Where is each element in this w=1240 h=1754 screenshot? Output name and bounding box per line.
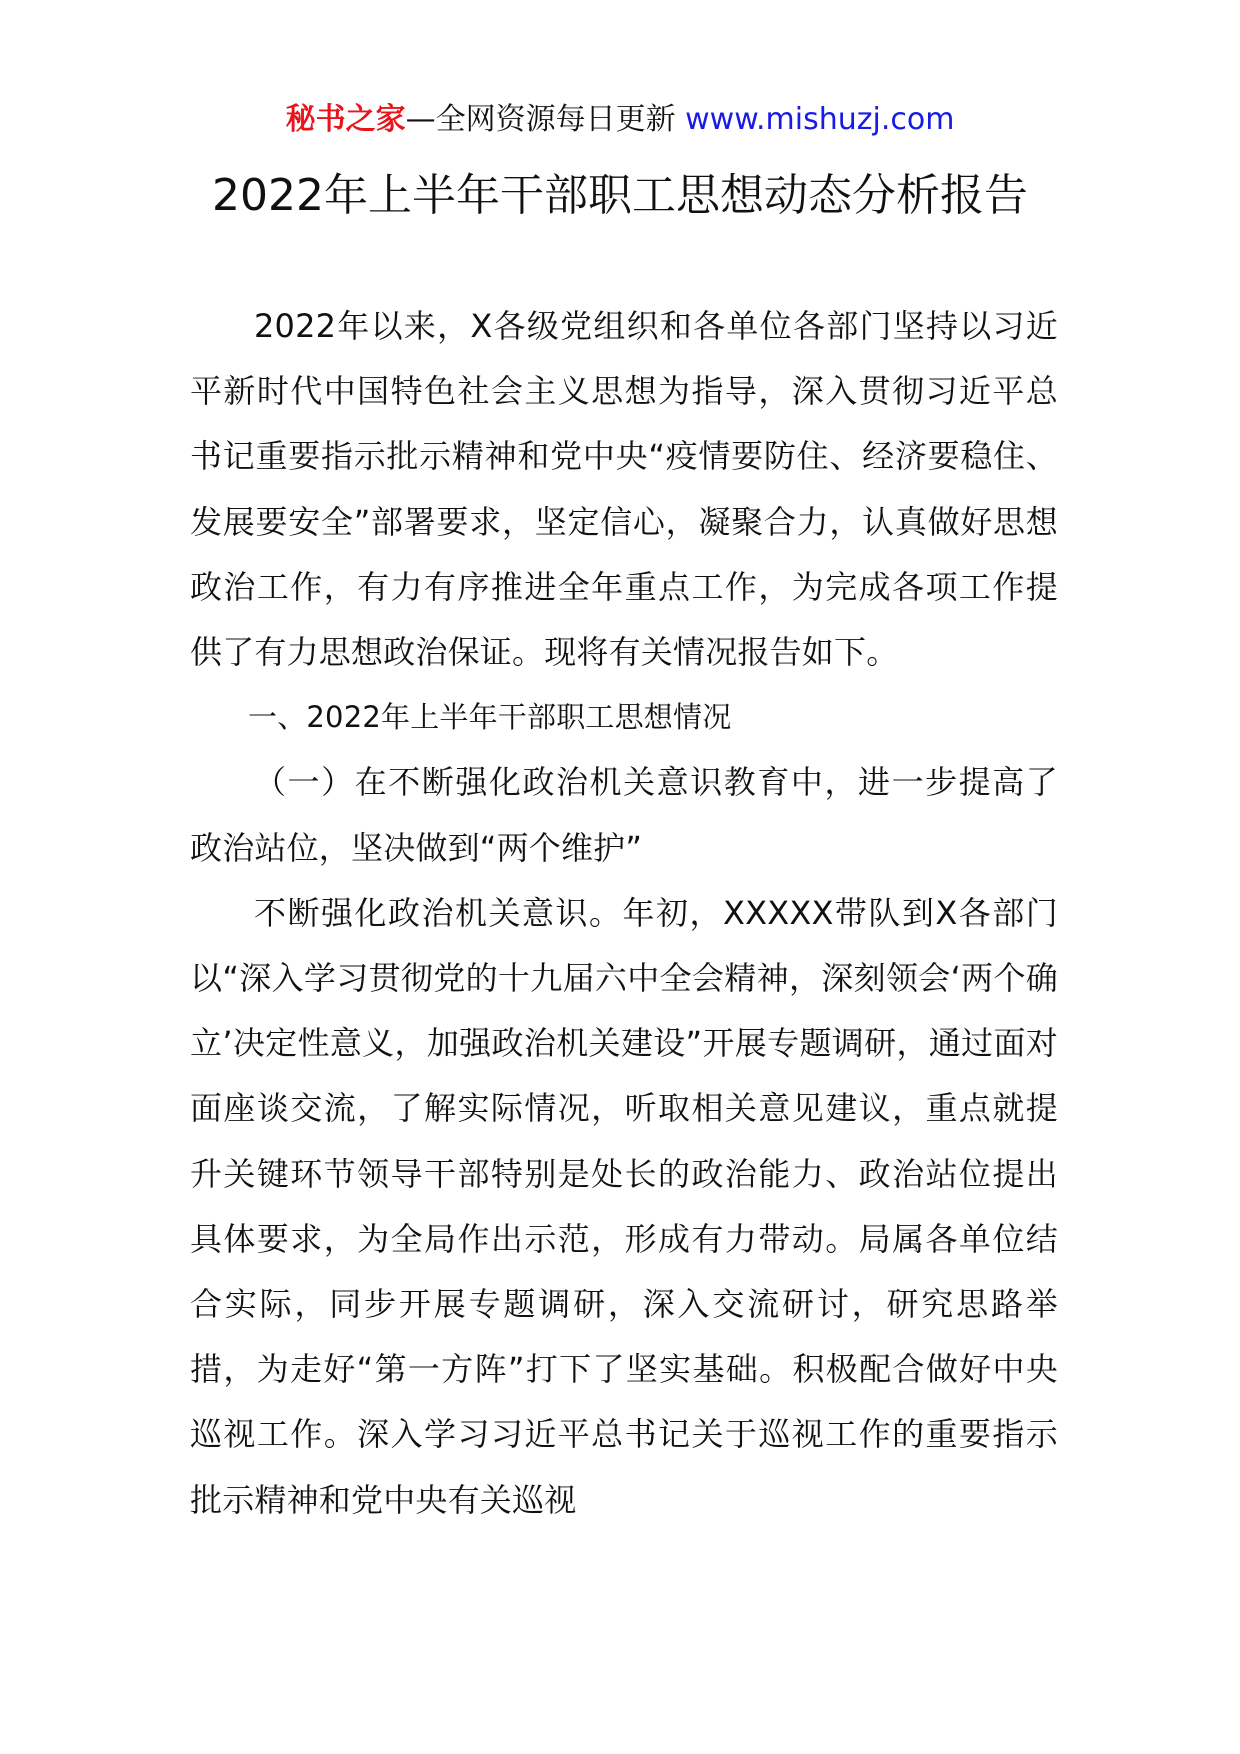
site-header bbox=[0, 100, 1240, 140]
intro-paragraph: 2022年以来，X各级党组织和各单位各部门坚持以习近平新时代中国特色社会主义思想为指导，深入贯彻习近平总书记重要指示批示精神和党中央“疫情要防住、经济要稳住、发展要安全”部署要求，坚定信心，凝聚合力，认真做好思想政治工作，有力有序推进全年重点工作，为完成各项工作提供了有力思想政治保证。现将有关情况报告如下。 bbox=[190, 307, 1058, 672]
document-title: 2022年上半年干部职工思想动态分析报告 bbox=[212, 170, 1028, 221]
brand-name: 秘书之家 bbox=[285, 102, 406, 137]
body-paragraph-1: 不断强化政治机关意识。年初，XXXXX带队到X各部门以“深入学习贯彻党的十九届六中全会精神，深刻领会‘两个确立’决定性意义，加强政治机关建设”开展专题调研，通过面对面座谈交流，了解实际情况，听取相关意见建议，重点就提升关键环节领导干部特别是处长的政治能力、政治站位提出具体要求，为全局作出示范，形成有力带动。局属各单位结合实际，同步开展专题调研，深入交流研讨，研究思路举措，为走好“第一方阵”打下了坚实基础。积极配合做好中央巡视工作。深入学习习近平总书记关于巡视工作的重要指示批示精神和党中央有关巡视 bbox=[190, 893, 1058, 1519]
subsection-heading-1: （一）在不断强化政治机关意识教育中，进一步提高了政治站位，坚决做到“两个维护” bbox=[190, 763, 1058, 867]
site-url-link[interactable]: www.mishuzj.com bbox=[685, 102, 955, 137]
section-heading-1: 一、2022年上半年干部职工思想情况 bbox=[248, 700, 732, 735]
header-tagline: —全网资源每日更新 bbox=[405, 102, 676, 137]
document-body bbox=[190, 294, 1058, 1533]
